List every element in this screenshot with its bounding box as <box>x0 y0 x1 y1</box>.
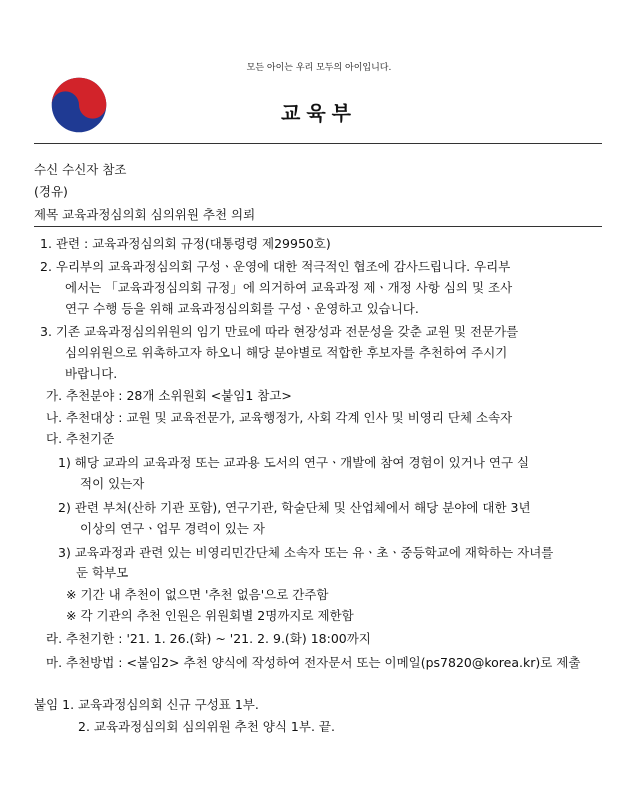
subject-divider <box>34 226 602 227</box>
attachment-line: 붙임 1. 교육과정심의회 신규 구성표 1부. <box>34 697 259 712</box>
body-line: 연구 수행 등을 위해 교육과정심의회를 구성ㆍ운영하고 있습니다. <box>65 301 419 316</box>
body-line: 다. 추천기준 <box>46 431 115 446</box>
body-line: 1. 관련 : 교육과정심의회 규정(대통령령 제29950호) <box>40 236 331 251</box>
body-line: 마. 추천방법 : <붙임2> 추천 양식에 작성하여 전자문서 또는 이메일(ps7820@korea.kr)로 제출 <box>46 655 581 670</box>
attachment-line: 2. 교육과정심의회 심의위원 추천 양식 1부. 끝. <box>78 719 335 734</box>
body-line: 에서는 「교육과정심의회 규정」에 의거하여 교육과정 제ㆍ개정 사항 심의 및 조사 <box>65 280 513 295</box>
body-line: 3. 기존 교육과정심의위원의 임기 만료에 따라 현장성과 전문성을 갖춘 교원 및 전문가를 <box>40 324 519 339</box>
organization-name: 교육부 <box>281 101 357 125</box>
body-line: 적이 있는자 <box>80 476 145 491</box>
body-line: 가. 추천분야 : 28개 소위원회 <붙임1 참고> <box>46 388 292 403</box>
body-line: 나. 추천대상 : 교원 및 교육전문가, 교육행정가, 사회 각계 인사 및 비영리 단체 소속자 <box>46 410 513 425</box>
body-line: 둔 학부모 <box>76 565 129 580</box>
body-line: 바랍니다. <box>65 366 118 381</box>
subject-line: 제목 교육과정심의회 심의위원 추천 의뢰 <box>34 207 256 222</box>
body-line: 3) 교육과정과 관련 있는 비영리민간단체 소속자 또는 유ㆍ초ㆍ중등학교에 재학하는 자녀를 <box>58 545 554 560</box>
note-line: ※ 각 기관의 추천 인원은 위원회별 2명까지로 제한함 <box>66 608 354 623</box>
via-line: (경유) <box>34 184 68 199</box>
body-line: 심의위원으로 위촉하고자 하오니 해당 분야별로 적합한 후보자를 추천하여 주시기 <box>65 345 508 360</box>
note-line: ※ 기간 내 추천이 없으면 '추천 없음'으로 간주함 <box>66 587 329 602</box>
body-line: 2. 우리부의 교육과정심의회 구성ㆍ운영에 대한 적극적인 협조에 감사드립니다. 우리부 <box>40 259 511 274</box>
body-line: 이상의 연구ㆍ업무 경력이 있는 자 <box>80 521 265 536</box>
body-line: 2) 관련 부처(산하 기관 포함), 연구기관, 학술단체 및 산업체에서 해당 분야에 대한 3년 <box>58 500 531 515</box>
body-line: 1) 해당 교과의 교육과정 또는 교과용 도서의 연구ㆍ개발에 참여 경험이 있거나 연구 실 <box>58 455 530 470</box>
body-line: 라. 추천기한 : '21. 1. 26.(화) ~ '21. 2. 9.(화) 18:00까지 <box>46 631 371 646</box>
motto: 모든 아이는 우리 모두의 아이입니다. <box>246 63 392 73</box>
header-divider <box>34 143 602 144</box>
recipient-line: 수신 수신자 참조 <box>34 162 127 177</box>
